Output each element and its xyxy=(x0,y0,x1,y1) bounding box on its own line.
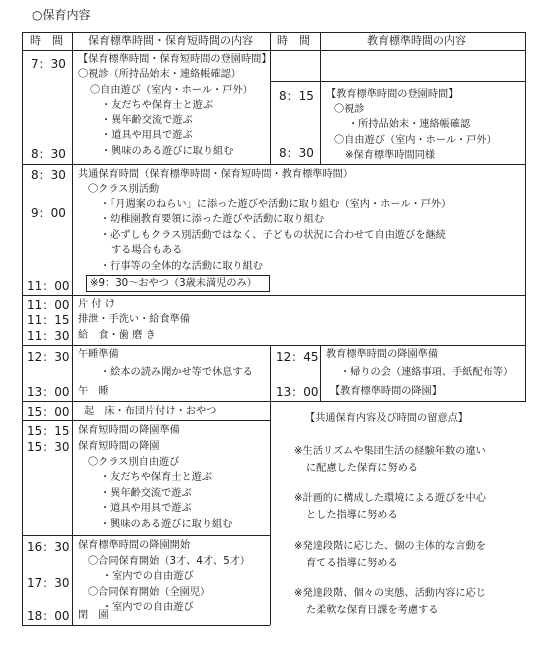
time-label: 13：00 xyxy=(27,385,70,399)
text-line: ・行事等の全体的な活動に取り組む xyxy=(100,261,263,272)
text-line: ・室内での自由遊び xyxy=(102,571,194,582)
text-line: 起 床・布団片付け・おやつ xyxy=(84,406,217,417)
text-line: ・道具や用具で遊ぶ xyxy=(101,130,193,141)
text-line: ・友だちや保育士と遊ぶ xyxy=(100,472,213,483)
text-line: 〇自由遊び（室内・ホール・戸外） xyxy=(90,85,253,96)
text-line: ・道具や用具で遊ぶ xyxy=(100,503,192,514)
notes-title: 【共通保育内容及び時間の留意点】 xyxy=(305,413,468,424)
text-line: 保育短時間の降園準備 xyxy=(78,425,180,436)
text-line: ・異年齢交流で遊ぶ xyxy=(100,488,192,499)
time-label: 18：00 xyxy=(27,609,70,623)
text-line: 保育短時間の降園 xyxy=(78,441,160,452)
text-line: ・異年齢交流で遊ぶ xyxy=(101,115,193,126)
note-line: た柔軟な保育日課を考慮する xyxy=(306,605,439,616)
note-line: 育てる指導に努める xyxy=(306,558,398,569)
text-line: ・興味のある遊びに取り組む xyxy=(100,519,233,530)
time-label: 13：00 xyxy=(276,385,319,399)
text-line: 教育標準時間の降園準備 xyxy=(326,349,439,360)
time-label: 12：45 xyxy=(276,350,319,364)
snack-note: ※9：30～おやつ（3歳未満児のみ） xyxy=(90,278,257,289)
note-line: とした指導に努める xyxy=(306,510,398,521)
time-label: 7：30 xyxy=(31,57,66,71)
header-time-2: 時 間 xyxy=(277,34,310,47)
time-label: 15：30 xyxy=(27,440,70,454)
text-line: 〇自由遊び（室内・ホール・戸外） xyxy=(334,135,497,146)
text-line: 〇クラス別自由遊び xyxy=(88,457,180,468)
text-line: ・友だちや保育士と遊ぶ xyxy=(101,100,214,111)
time-label: 8：30 xyxy=(31,147,66,161)
note-line: ※発達段階に応じた、個の主体的な言動を xyxy=(294,541,486,552)
time-label: 15：00 xyxy=(27,405,70,419)
time-label: 11：00 xyxy=(27,279,70,293)
time-label: 11：30 xyxy=(27,329,70,343)
text-line: 〇視診（所持品始末・連絡帳確認） xyxy=(78,69,241,80)
time-label: 8：30 xyxy=(279,146,314,160)
text-line: 排泄・手洗い・給食準備 xyxy=(78,314,191,325)
text-line: 給 食・歯 磨 き xyxy=(78,330,156,341)
text-line: 片 付 け xyxy=(78,299,116,310)
text-line: ・室内での自由遊び xyxy=(102,602,194,613)
text-line: する場合もある xyxy=(111,245,183,256)
text-line: ・興味のある遊びに取り組む xyxy=(101,146,234,157)
time-label: 17：30 xyxy=(27,576,70,590)
text-line: ・必ずしもクラス別活動ではなく、子どもの状況に合わせて自由遊びを継続 xyxy=(100,230,446,241)
time-label: 8：30 xyxy=(31,168,66,182)
text-line: ・帰りの会（連絡事項、手紙配布等） xyxy=(340,367,514,378)
text-line: 〇合同保育開始（全園児） xyxy=(88,587,211,598)
note-line: ※発達段階、個々の実態、活動内容に応じ xyxy=(294,588,486,599)
time-label: 8：15 xyxy=(279,89,314,103)
text-line: 閉 園 xyxy=(78,610,109,621)
text-line: ・絵本の読み聞かせ等で休息する xyxy=(100,367,253,378)
text-line: ※保育標準時間同様 xyxy=(345,150,436,161)
text-line: 午 睡 xyxy=(78,386,109,397)
note-line: ※計画的に構成した環境による遊びを中心 xyxy=(294,493,486,504)
section-title: ○保育内容 xyxy=(32,8,91,22)
text-line: 午睡準備 xyxy=(78,349,119,360)
note-line: に配慮した保育に努める xyxy=(306,463,419,474)
text-line: ・「月週案のねらい」に添った遊びや活動に取り組む（室内・ホール・戸外） xyxy=(100,199,452,210)
time-label: 15：15 xyxy=(27,424,70,438)
text-line: 〇視診 xyxy=(334,104,365,115)
text-line: ・幼稚園教育要領に添った遊びや活動に取り組む xyxy=(100,214,325,225)
text-line: 共通保育時間（保育標準時間・保育短時間・教育標準時間） xyxy=(78,169,354,180)
header-education: 教育標準時間の内容 xyxy=(367,34,466,47)
note-line: ※生活リズムや集団生活の経験年数の違い xyxy=(294,446,486,457)
header-time: 時 間 xyxy=(30,34,63,47)
header-standard: 保育標準時間・保育短時間の内容 xyxy=(88,34,253,47)
text-line: 〇クラス別活動 xyxy=(88,184,160,195)
time-label: 16：30 xyxy=(27,540,70,554)
text-line: 【保育標準時間・保育短時間の登園時間】 xyxy=(78,54,272,65)
time-label: 12：30 xyxy=(27,350,70,364)
time-label: 11：15 xyxy=(27,313,70,327)
text-line: 〇合同保育開始（3才、4才、5才） xyxy=(88,556,251,567)
time-label: 11：00 xyxy=(27,298,70,312)
text-line: 保育標準時間の降園開始 xyxy=(78,540,191,551)
text-line: ・所持品始末・連絡帳確認 xyxy=(348,119,471,130)
text-line: 【教育標準時間の登園時間】 xyxy=(326,89,459,100)
text-line: 【教育標準時間の降園】 xyxy=(330,386,443,397)
time-label: 9：00 xyxy=(31,206,66,220)
